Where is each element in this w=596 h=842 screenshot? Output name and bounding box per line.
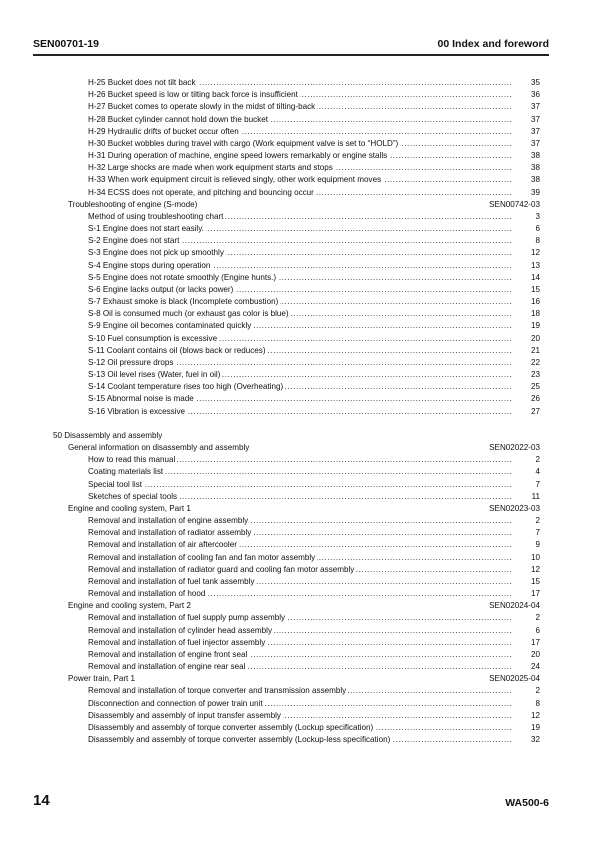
- toc-entry-label: Sketches of special tools: [88, 491, 178, 501]
- toc-entry[interactable]: [88, 211, 596, 223]
- toc-group-heading[interactable]: [68, 673, 596, 685]
- toc-entry-leader: [88, 260, 513, 272]
- toc-entry[interactable]: [88, 235, 596, 247]
- toc-entry[interactable]: [88, 150, 596, 162]
- toc-entry-page: 26: [530, 394, 540, 404]
- toc-entry-label: S-13 Oil level rises (Water, fuel in oil): [88, 370, 221, 380]
- toc-group-heading[interactable]: [68, 199, 596, 211]
- toc-entry[interactable]: [88, 454, 596, 466]
- toc-entry-leader: [88, 150, 513, 162]
- toc-entry-label: Removal and installation of torque converter and transmission assembly: [88, 686, 347, 696]
- toc-entry-label: H-33 When work equipment circuit is relieved singly, other work equipment moves: [88, 175, 382, 185]
- toc-entry[interactable]: [88, 320, 596, 332]
- toc-entry-page: 37: [530, 114, 540, 124]
- toc-entry-page: 10: [530, 552, 540, 562]
- toc-entry-leader: [88, 722, 513, 734]
- toc-entry-page: 36: [530, 90, 540, 100]
- toc-section-heading[interactable]: [53, 430, 596, 442]
- toc-entry-label: Disassembly and assembly of input transfer assembly: [88, 710, 281, 720]
- toc-entry-page: 22: [530, 357, 540, 367]
- page-number: 14: [33, 792, 50, 809]
- toc-entry-page: 25: [530, 382, 540, 392]
- toc-entry-page: 2: [535, 516, 540, 526]
- toc-group-label: Engine and cooling system, Part 1: [68, 503, 191, 513]
- toc-entry-page: 12: [530, 710, 540, 720]
- toc-entry-leader: [88, 685, 513, 697]
- toc-entry-leader: [88, 77, 513, 89]
- toc-entry[interactable]: [88, 722, 596, 734]
- toc-group-doc-code: SEN02022-03: [489, 442, 540, 452]
- toc-group-label: Troubleshooting of engine (S-mode): [68, 199, 198, 209]
- toc-entry[interactable]: [88, 612, 596, 624]
- toc-entry-leader: [88, 515, 513, 527]
- toc-entry-page: 12: [530, 564, 540, 574]
- toc-entry[interactable]: [88, 564, 596, 576]
- toc-entry-label: Removal and installation of engine assembly: [88, 516, 249, 526]
- toc-entry-leader: [88, 637, 513, 649]
- toc-entry-label: S-3 Engine does not pick up smoothly: [88, 248, 224, 258]
- toc-entry-label: H-32 Large shocks are made when work equipment starts and stops: [88, 163, 333, 173]
- section-title: 00 Index and foreword: [437, 38, 549, 50]
- toc-entry-page: 2: [535, 613, 540, 623]
- table-of-contents: [0, 77, 596, 746]
- toc-entry-leader: [88, 479, 513, 491]
- toc-entry-page: 24: [530, 662, 540, 672]
- toc-entry-label: Disassembly and assembly of torque converter assembly (Lockup specification): [88, 722, 374, 732]
- toc-group-doc-code: SEN02025-04: [489, 674, 540, 684]
- toc-group-label: Engine and cooling system, Part 2: [68, 601, 191, 611]
- toc-entry[interactable]: [88, 89, 596, 101]
- toc-entry-page: 9: [535, 540, 540, 550]
- toc-entry-label: Special tool list: [88, 479, 142, 489]
- toc-entry-leader: [88, 466, 513, 478]
- toc-entry-label: Disassembly and assembly of torque converter assembly (Lockup-less specification): [88, 735, 391, 745]
- toc-entry-page: 15: [530, 284, 540, 294]
- toc-entry-page: 37: [530, 102, 540, 112]
- toc-entry-page: 7: [535, 479, 540, 489]
- toc-entry-leader: [88, 661, 513, 673]
- toc-entry-page: 17: [530, 637, 540, 647]
- toc-entry-leader: [88, 357, 513, 369]
- toc-entry-label: Removal and installation of fuel tank assembly: [88, 576, 255, 586]
- toc-entry-leader: [88, 734, 513, 746]
- toc-entry-label: S-12 Oil pressure drops: [88, 357, 174, 367]
- toc-entry-leader: [88, 527, 513, 539]
- toc-entry-leader: [88, 162, 513, 174]
- toc-entry[interactable]: [88, 369, 596, 381]
- toc-entry-label: S-16 Vibration is excessive: [88, 406, 186, 416]
- toc-entry[interactable]: [88, 345, 596, 357]
- toc-entry[interactable]: [88, 734, 596, 746]
- toc-entry-leader: [88, 272, 513, 284]
- toc-entry-page: 6: [535, 625, 540, 635]
- toc-entry-leader: [88, 576, 513, 588]
- toc-entry[interactable]: [88, 223, 596, 235]
- toc-entry[interactable]: [88, 649, 596, 661]
- toc-entry-label: Removal and installation of air aftercooler: [88, 540, 237, 550]
- toc-entry-label: How to read this manual: [88, 455, 176, 465]
- toc-entry-leader: [88, 612, 513, 624]
- toc-entry[interactable]: [88, 527, 596, 539]
- toc-entry-label: H-31 During operation of machine, engine speed lowers remarkably or engine stalls: [88, 151, 388, 161]
- toc-entry-leader: [88, 333, 513, 345]
- toc-entry-leader: [88, 649, 513, 661]
- toc-entry-leader: [88, 126, 513, 138]
- toc-entry[interactable]: [88, 260, 596, 272]
- toc-entry-page: 38: [530, 175, 540, 185]
- toc-entry-label: Removal and installation of engine rear seal: [88, 662, 246, 672]
- toc-entry-leader: [88, 491, 513, 503]
- model-number: WA500-6: [505, 797, 549, 809]
- toc-entry-page: 37: [530, 138, 540, 148]
- toc-entry-leader: [88, 564, 513, 576]
- toc-entry[interactable]: [88, 491, 596, 503]
- toc-entry[interactable]: [88, 296, 596, 308]
- toc-entry-leader: [88, 393, 513, 405]
- toc-entry-page: 3: [535, 211, 540, 221]
- toc-entry-label: Removal and installation of radiator guard and cooling fan motor assembly: [88, 564, 355, 574]
- toc-group-doc-code: SEN02023-03: [489, 503, 540, 513]
- toc-entry[interactable]: [88, 466, 596, 478]
- dot-leader: [88, 479, 513, 491]
- toc-entry-label: H-28 Bucket cylinder cannot hold down the bucket: [88, 114, 268, 124]
- toc-entry-leader: [88, 235, 513, 247]
- toc-entry-page: 23: [530, 370, 540, 380]
- toc-entry-label: H-29 Hydraulic drifts of bucket occur often: [88, 126, 239, 136]
- toc-entry-leader: [88, 539, 513, 551]
- toc-entry-page: 37: [530, 126, 540, 136]
- toc-entry-page: 19: [530, 722, 540, 732]
- toc-entry-label: Coating materials list: [88, 467, 164, 477]
- toc-entry-page: 16: [530, 297, 540, 307]
- toc-entry[interactable]: [88, 479, 596, 491]
- toc-entry-label: Removal and installation of hood: [88, 589, 206, 599]
- toc-entry[interactable]: [88, 661, 596, 673]
- toc-entry[interactable]: [88, 187, 596, 199]
- toc-group-heading[interactable]: [68, 600, 596, 612]
- toc-entry-page: 6: [535, 224, 540, 234]
- toc-entry[interactable]: [88, 357, 596, 369]
- toc-entry-page: 11: [531, 491, 540, 501]
- toc-entry-leader: [88, 187, 513, 199]
- toc-entry-label: H-26 Bucket speed is low or tilting back force is insufficient: [88, 90, 298, 100]
- toc-entry-leader: [88, 698, 513, 710]
- toc-entry-label: Removal and installation of radiator assembly: [88, 528, 252, 538]
- toc-entry[interactable]: [88, 126, 596, 138]
- toc-entry-page: 12: [530, 248, 540, 258]
- toc-entry-label: S-9 Engine oil becomes contaminated quickly: [88, 321, 252, 331]
- toc-entry-page: 18: [530, 309, 540, 319]
- toc-entry-leader: [88, 454, 513, 466]
- toc-entry-page: 21: [530, 345, 540, 355]
- toc-entry[interactable]: [88, 333, 596, 345]
- toc-entry[interactable]: [88, 247, 596, 259]
- toc-entry[interactable]: [88, 284, 596, 296]
- toc-entry-label: H-25 Bucket does not tilt back: [88, 78, 196, 87]
- toc-entry-label: H-30 Bucket wobbles during travel with cargo (Work equipment valve is set to “HOLD”): [88, 138, 399, 148]
- toc-entry-leader: [88, 588, 513, 600]
- toc-entry[interactable]: [88, 698, 596, 710]
- toc-entry-page: 39: [530, 187, 540, 197]
- toc-entry-leader: [88, 284, 513, 296]
- toc-entry-label: S-1 Engine does not start easily.: [88, 224, 204, 234]
- toc-entry-page: 4: [535, 467, 540, 477]
- toc-entry[interactable]: [88, 539, 596, 551]
- toc-entry-page: 38: [530, 163, 540, 173]
- toc-entry-label: S-15 Abnormal noise is made: [88, 394, 194, 404]
- toc-entry-leader: [88, 320, 513, 332]
- toc-section-label: 50 Disassembly and assembly: [53, 430, 163, 440]
- toc-entry-leader: [88, 247, 513, 259]
- toc-entry[interactable]: [88, 625, 596, 637]
- toc-group-doc-code: SEN02024-04: [489, 601, 540, 611]
- toc-entry-page: 17: [530, 589, 540, 599]
- toc-group-doc-code: SEN00742-03: [489, 199, 540, 209]
- toc-group-label: Power train, Part 1: [68, 674, 136, 684]
- toc-entry[interactable]: [88, 308, 596, 320]
- toc-entry-label: Removal and installation of engine front seal: [88, 649, 248, 659]
- toc-entry-page: 27: [530, 406, 540, 416]
- toc-entry-page: 2: [535, 686, 540, 696]
- toc-entry-label: S-2 Engine does not start: [88, 236, 180, 246]
- toc-entry-label: H-27 Bucket comes to operate slowly in the midst of tilting-back: [88, 102, 316, 112]
- toc-entry[interactable]: [88, 77, 596, 89]
- toc-spacer: [0, 418, 596, 430]
- toc-entry-label: Disconnection and connection of power train unit: [88, 698, 263, 708]
- toc-group-label: General information on disassembly and assembly: [68, 442, 250, 452]
- toc-entry[interactable]: [88, 381, 596, 393]
- toc-entry-label: S-14 Coolant temperature rises too high (Overheating): [88, 382, 284, 392]
- toc-entry-label: S-11 Coolant contains oil (blows back or reduces): [88, 345, 266, 355]
- toc-entry-page: 2: [535, 455, 540, 465]
- toc-entry-page: 13: [530, 260, 540, 270]
- toc-entry-leader: [88, 101, 513, 113]
- toc-entry[interactable]: [88, 685, 596, 697]
- toc-entry[interactable]: [88, 406, 596, 418]
- toc-entry-page: 8: [535, 698, 540, 708]
- toc-entry[interactable]: [88, 710, 596, 722]
- toc-entry-leader: [88, 89, 513, 101]
- toc-entry-label: S-10 Fuel consumption is excessive: [88, 333, 218, 343]
- toc-entry-leader: [88, 381, 513, 393]
- toc-entry-label: S-6 Engine lacks output (or lacks power): [88, 284, 234, 294]
- toc-entry-page: 20: [530, 649, 540, 659]
- toc-entry[interactable]: [88, 114, 596, 126]
- toc-entry-page: 20: [530, 333, 540, 343]
- toc-entry-label: H-34 ECSS does not operate, and pitching and bouncing occur: [88, 187, 314, 197]
- toc-entry-leader: [88, 406, 513, 418]
- toc-entry[interactable]: [88, 272, 596, 284]
- toc-entry-leader: [88, 174, 513, 186]
- toc-entry[interactable]: [88, 162, 596, 174]
- toc-entry-page: 19: [530, 321, 540, 331]
- toc-entry-page: 14: [530, 272, 540, 282]
- toc-entry-page: 15: [530, 576, 540, 586]
- toc-entry-label: Removal and installation of fuel injector assembly: [88, 637, 266, 647]
- toc-entry-page: 7: [535, 528, 540, 538]
- document-code: SEN00701-19: [33, 38, 99, 50]
- toc-entry-page: 8: [535, 236, 540, 246]
- toc-entry-leader: [88, 369, 513, 381]
- toc-entry[interactable]: [88, 576, 596, 588]
- toc-entry-page: 32: [530, 735, 540, 745]
- toc-entry[interactable]: [88, 552, 596, 564]
- toc-entry-leader: [88, 625, 513, 637]
- toc-entry-leader: [88, 710, 513, 722]
- toc-entry-leader: [88, 345, 513, 357]
- toc-entry-page: 35: [530, 78, 540, 87]
- toc-entry-label: S-5 Engine does not rotate smoothly (Engine hunts.): [88, 272, 277, 282]
- toc-entry[interactable]: [88, 101, 596, 113]
- toc-entry-leader: [88, 552, 513, 564]
- toc-entry[interactable]: [88, 588, 596, 600]
- toc-entry[interactable]: [88, 637, 596, 649]
- toc-entry[interactable]: [88, 515, 596, 527]
- toc-entry[interactable]: [88, 174, 596, 186]
- toc-entry-label: S-8 Oil is consumed much (or exhaust gas color is blue): [88, 309, 289, 319]
- toc-entry-leader: [88, 138, 513, 150]
- toc-entry-label: S-7 Exhaust smoke is black (Incomplete combustion): [88, 297, 279, 307]
- toc-entry-label: Removal and installation of cylinder head assembly: [88, 625, 273, 635]
- toc-entry-label: S-4 Engine stops during operation: [88, 260, 211, 270]
- toc-entry-leader: [88, 223, 513, 235]
- toc-entry-label: Method of using troubleshooting chart: [88, 211, 224, 221]
- toc-entry-page: 38: [530, 151, 540, 161]
- toc-entry-label: Removal and installation of cooling fan and fan motor assembly: [88, 552, 316, 562]
- toc-entry-leader: [88, 296, 513, 308]
- toc-entry-leader: [88, 211, 513, 223]
- toc-entry[interactable]: [88, 393, 596, 405]
- toc-entry-leader: [88, 308, 513, 320]
- header-rule: [33, 54, 549, 56]
- toc-entry[interactable]: [88, 138, 596, 150]
- toc-entry-leader: [88, 114, 513, 126]
- toc-entry-label: Removal and installation of fuel supply pump assembly: [88, 613, 286, 623]
- toc-group-heading[interactable]: [68, 503, 596, 515]
- toc-group-heading[interactable]: [68, 442, 596, 454]
